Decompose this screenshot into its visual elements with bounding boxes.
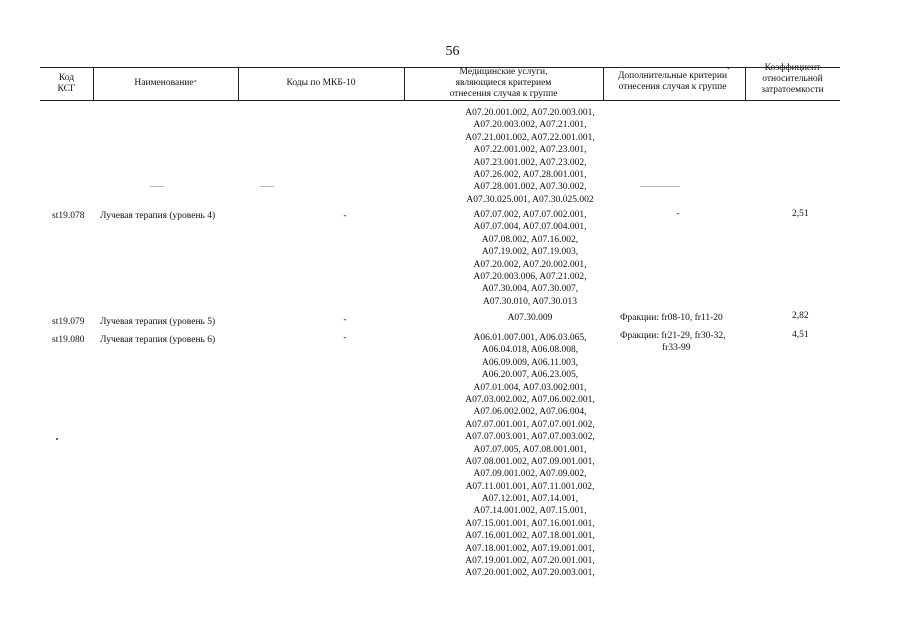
row-criteria: Фракции: fr21-29, fr30-32, fr33-99 [620, 331, 726, 354]
row-name: Лучевая терапия (уровень 4) [100, 211, 216, 221]
row-code: st19.078 [52, 211, 85, 221]
row-criteria: - [676, 209, 680, 219]
row-mkb: - [343, 211, 347, 221]
row-code: st19.080 [52, 335, 85, 345]
header-bottom-rule [40, 100, 840, 101]
services-list: A07.07.002, A07.07.002.001, A07.07.004, A07.07.004.001, A07.08.002, A07.16.002, A07.19.002, A07.19.003, A07.20.002, A07.20.002.001, A07.20.003.006, A07.21.002, A07.30.004, A07.30.007, A07.30.010, A07.30.013 [473, 210, 587, 307]
header-criteria: Дополнительные критерии отнесения случая к группе * [617, 67, 731, 92]
header-name: Наименование * [134, 78, 197, 88]
table-header [40, 62, 840, 104]
row-criteria: Фракции: fr08-10, fr11-20 [620, 313, 723, 323]
header-code: Код КСГ [57, 72, 76, 94]
row-code: st19.079 [52, 317, 85, 327]
row-coefficient: 2,82 [792, 311, 809, 321]
row-mkb: - [343, 315, 347, 325]
scan-artifact [260, 186, 274, 187]
services-list: A07.30.009 [507, 313, 553, 323]
services-list: A07.20.001.002, A07.20.003.001, A07.20.003.002, A07.21.001, A07.21.001.002, A07.22.001.001, A07.22.001.002, A07.23.001, A07.23.001.002, A07.23.002, A07.26.002, A07.28.001.001, A07.28.001.002, A07.30.002, A07.30.025.001, A07.30.025.002 [465, 108, 595, 205]
header-mkb: Коды по МКБ-10 [286, 78, 356, 88]
row-coefficient: 4,51 [792, 330, 809, 340]
row-name: Лучевая терапия (уровень 6) [100, 335, 216, 345]
services-list: A06.01.007.001, A06.03.065, A06.04.018, A06.08.008, A06.09.009, A06.11.003, A06.20.007, A06.23.005, A07.01.004, A07.03.002.001, A07.03.002.002, A07.06.002.001, A07.06.002.002, A07.06.004, A07.07.001.001, A07.07.001.002, A07.07.003.001, A07.07.003.002, A07.07.005, A07.08.001.001, A07.08.001.002, A07.09.001.001, A07.09.001.002, A07.09.002, A07.11.001.001, A07.11.001.002, A07.12.001, A07.14.001, A07.14.001.002, A07.15.001, A07.15.001.001, A07.16.001.001, A07.16.001.002, A07.18.001.001, A07.18.001.002, A07.19.001.001, A07.19.001.002, A07.20.001.001, A07.20.001.002, A07.20.003.001, [465, 333, 595, 579]
row-name: Лучевая терапия (уровень 5) [100, 317, 216, 327]
page-number: 56 [445, 44, 460, 59]
scan-speck [56, 438, 58, 440]
row-coefficient: 2,51 [792, 209, 809, 219]
header-coefficient: Коэффициент относительной затратоемкости [761, 63, 824, 95]
header-services: Медицинские услуги, являющиеся критерием отнесения случая к группе [449, 67, 558, 99]
scan-artifact [150, 186, 164, 187]
row-mkb: - [343, 333, 347, 343]
scan-artifact [640, 186, 680, 187]
